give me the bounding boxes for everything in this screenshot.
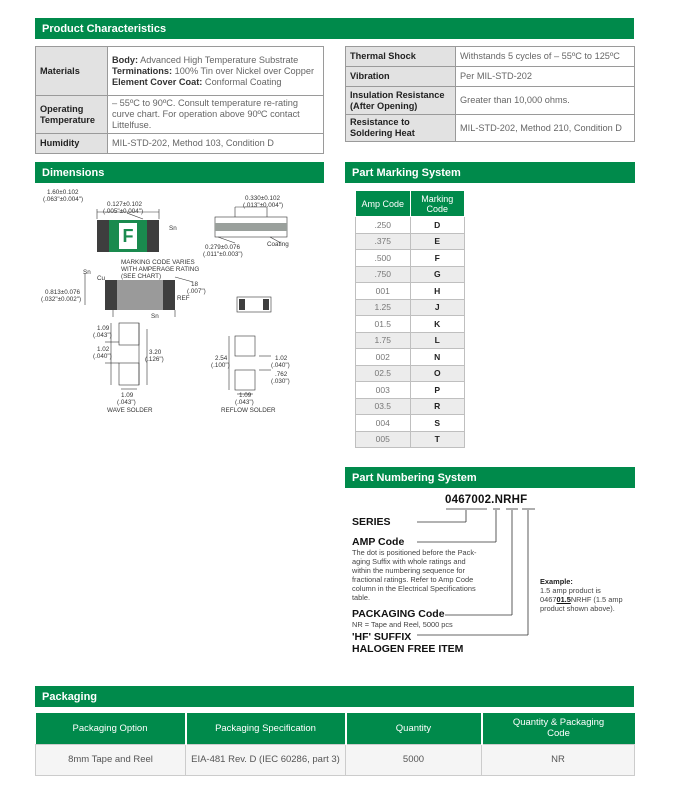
packaging-code-description: NR = Tape and Reel, 5000 pcs (352, 620, 453, 629)
col-header-packaging-option: Packaging Option (36, 713, 186, 744)
dim-label: (.011"±0.003") (203, 251, 243, 258)
amp-code-label: AMP Code (352, 536, 405, 548)
dim-label: Cu (97, 275, 106, 282)
row-label: Resistance to Soldering Heat (346, 115, 456, 142)
row-value: Per MIL-STD-202 (456, 67, 635, 87)
dim-label: WITH AMPERAGE RATING (121, 266, 200, 273)
dim-label: (.032"±0.002") (41, 296, 82, 303)
dim-label: (.043") (235, 399, 254, 406)
table-row: 1.25 J (356, 299, 465, 316)
halogen-free-label: HALOGEN FREE ITEM (352, 643, 464, 655)
table-row: 1.75 L (356, 332, 465, 349)
table-row: 005 T (356, 431, 465, 448)
dim-label: 1.60±0.102 (47, 189, 79, 196)
dim-label: Sn (83, 269, 91, 276)
table-row (346, 47, 635, 67)
table-row: .250 D (356, 217, 465, 234)
dim-label: (SEE CHART) (121, 273, 162, 280)
table-row: .500 F (356, 250, 465, 267)
dim-label: MARKING CODE VARIES (121, 259, 195, 266)
dim-label: (.013"±0.004") (243, 202, 284, 209)
col-header-packaging-specification: Packaging Specification (186, 713, 346, 744)
table-row: 003 P (356, 382, 465, 399)
amp-code-description: The dot is positioned before the Pack- aging Suffix with whole ratings and within the numbering sequence for fractional ratings. Refer to Amp Code column in the Electrical Specifications table. (352, 548, 477, 602)
row-label: Insulation Resistance (After Opening) (346, 87, 456, 115)
dim-label: (.043") (117, 399, 136, 406)
table-row (346, 115, 635, 142)
col-header-amp-code: Amp Code (356, 191, 411, 217)
dimension-lines (35, 185, 325, 425)
dim-label: 0.279±0.076 (205, 244, 240, 251)
characteristics-table-left (35, 46, 324, 154)
table-cell: NR (482, 744, 635, 775)
row-value: – 55ºC to 90ºC. Consult temperature re-rating curve chart. For operation above 90ºC contact Littelfuse. (108, 96, 324, 134)
row-label: Operating Temperature (36, 96, 108, 134)
row-label: Humidity (36, 134, 108, 154)
example-note: Example: 1.5 amp product is 046701.5NRHF (1.5 amp product shown above). (540, 577, 623, 613)
dim-label: 1.02 (97, 346, 110, 353)
table-cell: 8mm Tape and Reel (36, 744, 186, 775)
col-header-quantity: Quantity (346, 713, 482, 744)
row-value: Withstands 5 cycles of – 55ºC to 125ºC (456, 47, 635, 67)
dim-label: .762 (275, 371, 288, 378)
table-row (36, 134, 324, 154)
dim-label: (.007") (187, 288, 206, 295)
dim-label: 3.20 (149, 349, 162, 356)
dim-label: 0.127±0.102 (107, 201, 142, 208)
dim-label: 1.09 (97, 325, 110, 332)
row-value: MIL-STD-202, Method 103, Condition D (108, 134, 324, 154)
dim-label: (.040") (271, 362, 290, 369)
dim-label: 0.330±0.102 (245, 195, 280, 202)
table-row (36, 96, 324, 134)
hf-suffix-label: 'HF' SUFFIX (352, 631, 412, 643)
table-cell: EIA-481 Rev. D (IEC 60286, part 3) (186, 744, 346, 775)
table-row (346, 67, 635, 87)
table-row: 02.5 O (356, 365, 465, 382)
dimensions-drawing (35, 185, 325, 425)
dim-label: (.030") (271, 378, 290, 385)
dim-label: 2.54 (215, 355, 228, 362)
dim-label: 1.02 (275, 355, 288, 362)
table-row: .750 G (356, 266, 465, 283)
packaging-code-label: PACKAGING Code (352, 608, 445, 620)
table-row (36, 744, 635, 775)
dim-label: (.063"±0.004") (43, 196, 84, 203)
dim-label: 1.09 (121, 392, 134, 399)
col-header-marking-code: Marking Code (410, 191, 465, 217)
table-row: 03.5 R (356, 398, 465, 415)
dim-label: (.040") (93, 353, 112, 360)
row-label: Thermal Shock (346, 47, 456, 67)
table-row: 002 N (356, 349, 465, 366)
dim-label: Sn (169, 225, 177, 232)
table-cell: 5000 (346, 744, 482, 775)
dim-label: 0.813±0.076 (45, 289, 80, 296)
table-header-row (36, 713, 635, 744)
dim-label: Sn (151, 313, 159, 320)
characteristics-table-right (345, 46, 635, 142)
dim-label: 1.09 (239, 392, 252, 399)
packaging-header: Packaging (35, 686, 634, 707)
col-header-quantity-packaging-code: Quantity & Packaging Code (482, 713, 635, 744)
dim-label: 18 (191, 281, 199, 288)
materials-value: Body: Advanced High Temperature Substrate Terminations: 100% Tin over Nickel over Copper Element Cover Coat: Conformal Coating (108, 47, 324, 96)
dim-label: Coating (267, 241, 289, 248)
part-number-example: 0467002.NRHF (445, 494, 528, 506)
series-label: SERIES (352, 516, 391, 528)
row-label: Materials (36, 47, 108, 96)
dim-label: (.005"±0.004") (103, 208, 144, 215)
table-row: 01.5 K (356, 316, 465, 333)
table-header-row (356, 191, 465, 217)
row-value: Greater than 10,000 ohms. (456, 87, 635, 115)
product-characteristics-header: Product Characteristics (35, 18, 634, 39)
part-numbering-header: Part Numbering System (345, 467, 635, 488)
table-row (346, 87, 635, 115)
reflow-solder-caption: REFLOW SOLDER (221, 407, 276, 414)
table-row: 001 H (356, 283, 465, 300)
row-value: MIL-STD-202, Method 210, Condition D (456, 115, 635, 142)
table-row: 004 S (356, 415, 465, 432)
dim-label: (.126") (145, 356, 164, 363)
dimensions-header: Dimensions (35, 162, 324, 183)
table-row (36, 47, 324, 96)
part-numbering-diagram (345, 490, 635, 665)
dim-label: REF (177, 295, 190, 302)
marking-table (355, 190, 465, 448)
dim-label: (.043") (93, 332, 112, 339)
chip-marking-letter: F (119, 223, 137, 249)
packaging-table (35, 713, 635, 776)
row-label: Vibration (346, 67, 456, 87)
part-marking-header: Part Marking System (345, 162, 635, 183)
table-row: .375 E (356, 233, 465, 250)
dim-label: (.100") (211, 362, 230, 369)
wave-solder-caption: WAVE SOLDER (107, 407, 153, 414)
